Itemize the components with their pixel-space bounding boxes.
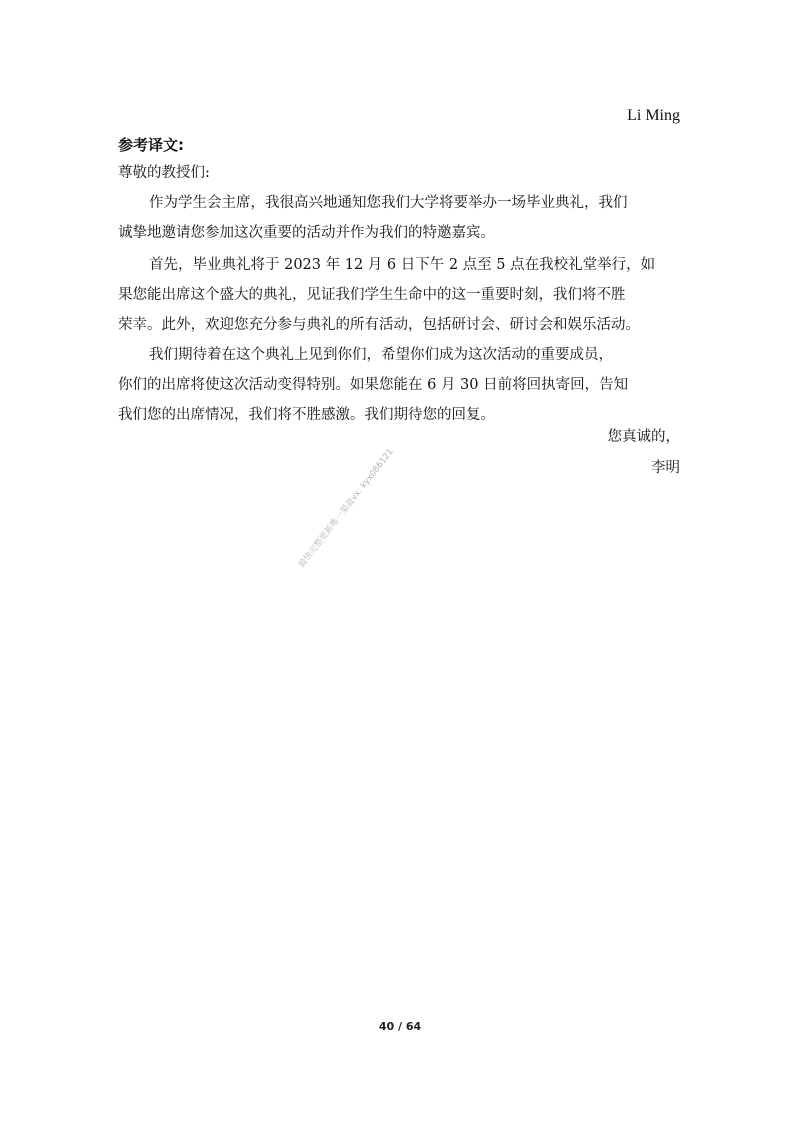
closing-phrase: 您真诚的， xyxy=(607,429,680,445)
english-signature: Li Ming xyxy=(627,107,680,124)
paragraph-line: 你们的出席将使这次活动变得特别。如果您能在 6 月 30 日前将回执寄回，告知 xyxy=(118,377,629,393)
salutation: 尊敬的教授们: xyxy=(118,165,210,181)
paragraph-2 xyxy=(118,250,684,340)
paragraph-line: 我们期待着在这个典礼上见到你们，希望你们成为这次活动的重要成员， xyxy=(149,347,613,363)
paragraph-line: 作为学生会主席，我很高兴地通知您我们大学将要举办一场毕业典礼，我们 xyxy=(149,195,628,211)
paragraph-line: 荣幸。此外，欢迎您充分参与典礼的所有活动，包括研讨会、研讨会和娱乐活动。 xyxy=(118,317,640,333)
section-heading: 参考译文: xyxy=(118,136,184,154)
watermark-text: 最快完整更新唯一渠道vx: kyx086121 xyxy=(296,447,396,570)
paragraph-1 xyxy=(118,188,684,248)
paragraph-line: 诚挚地邀请您参加这次重要的活动并作为我们的特邀嘉宾。 xyxy=(118,225,495,241)
chinese-signature: 李明 xyxy=(651,460,680,476)
paragraph-3 xyxy=(118,340,684,430)
paragraph-line: 果您能出席这个盛大的典礼，见证我们学生生命中的这一重要时刻，我们将不胜 xyxy=(118,287,626,303)
paragraph-line: 首先，毕业典礼将于 2023 年 12 月 6 日下午 2 点至 5 点在我校礼堂举行，如 xyxy=(149,257,656,273)
paragraph-line: 我们您的出席情况，我们将不胜感激。我们期待您的回复。 xyxy=(118,407,495,423)
page-number: 40 / 64 xyxy=(378,1020,422,1033)
